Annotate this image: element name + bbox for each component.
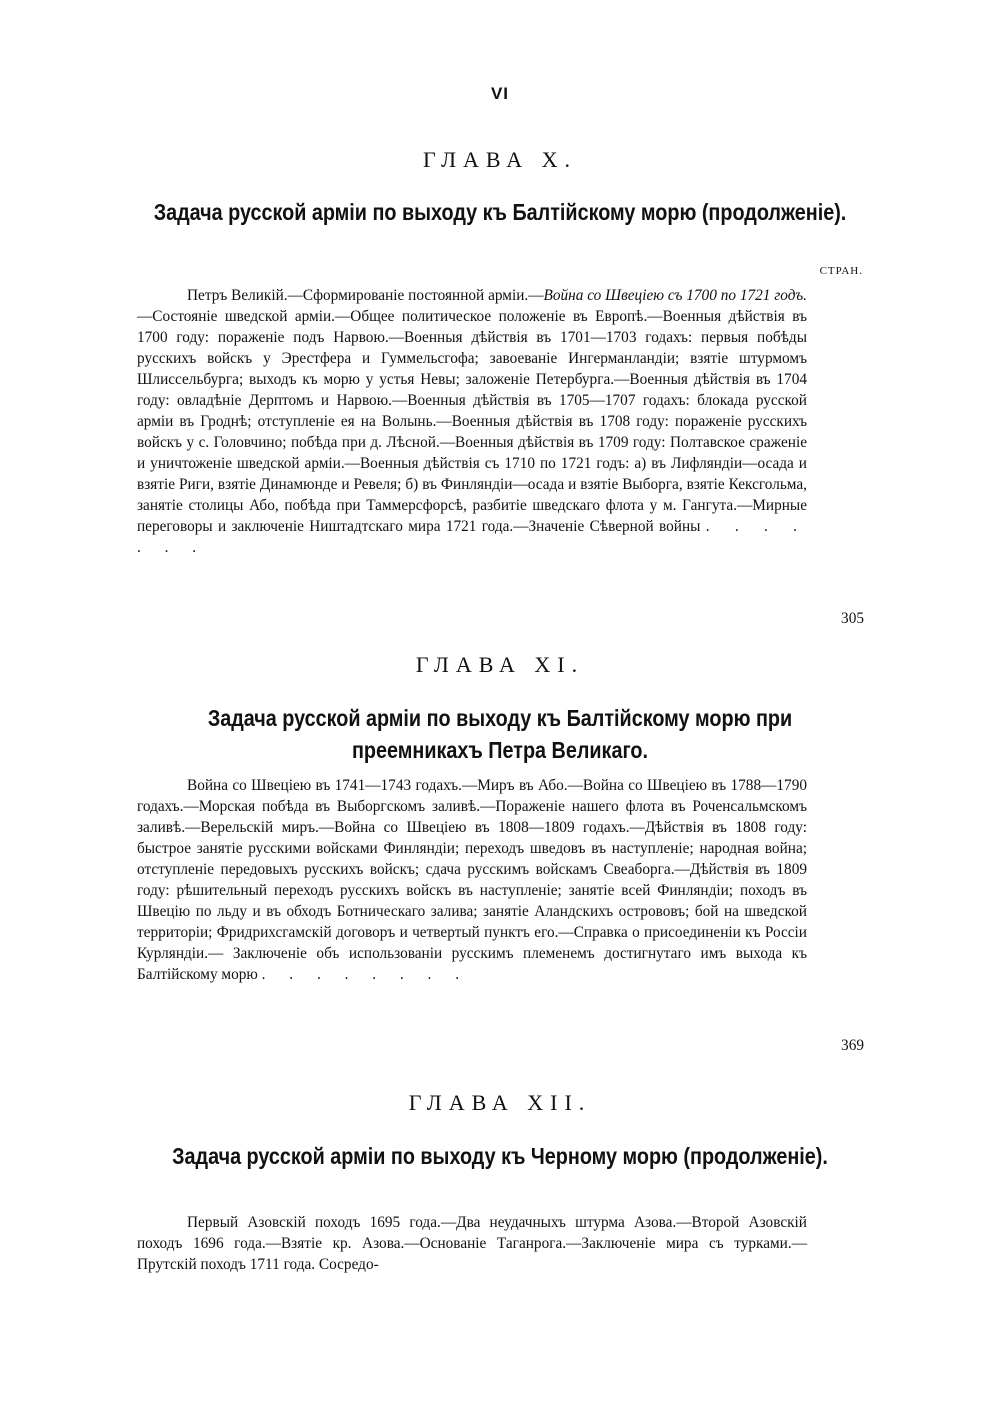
- chapter-label: ГЛАВА XII.: [408, 1090, 592, 1115]
- dot-leader: . . . . . . . .: [261, 966, 470, 983]
- chapter-title: Задача русской арміи по выходу къ Балтійскому морю при преемникахъ Петра Великаго.: [207, 705, 793, 763]
- summary-text: Первый Азовскій походъ 1695 года.—Два неудачныхъ штурма Азова.—Второй Азовскій походъ 1696 года.—Взятіе кр. Азова.—Основаніе Таганрога.—Заключеніе мира съ турками.—Прутскій походъ 1711 года. Сосредо-: [137, 1214, 807, 1273]
- chapter-label: ГЛАВА X.: [423, 147, 577, 172]
- page-number: VI: [490, 84, 510, 103]
- chapter-summary: [137, 285, 807, 558]
- chapter-title: Задача русской арміи по выходу къ Балтійскому морю (продолженіе).: [153, 199, 847, 225]
- page-column-header: СТРАН.: [819, 265, 863, 277]
- summary-text: Петръ Великій.—Сформированіе постоянной арміи.—: [187, 287, 544, 304]
- summary-text: Война со Швеціею въ 1741—1743 годахъ.—Миръ въ Або.—Война со Швеціею въ 1788—1790 годахъ.—Морская побѣда въ Выборгскомъ заливѣ.—Пораженіе нашего флота въ Роченсальмскомъ заливѣ.—Верельскій миръ.—Война со Швеціею въ 1808—1809 годахъ.—Дѣйствія въ 1808 году: быстрое занятіе русскими войсками Финляндіи; переходъ шведовъ въ наступленіе; народная война; отступленіе передовыхъ русскихъ войскъ; сдача русскимъ войскамъ Свеаборга.—Дѣйствія въ 1809 году: рѣшительный переходъ русскихъ войскъ въ наступленіе; занятіе всей Финляндіи; походъ въ Швецію по льду и въ обходъ Ботническаго залива; занятіе Аландскихъ острововъ; бой на шведской территоріи; Фридрихсгамскій договоръ и четвертый пунктъ его.—Справка о присоединеніи къ Россіи Курляндіи.— Заключеніе объ использованіи русскимъ племенемъ достигнутаго имъ выхода къ Балтійскому морю: [137, 777, 807, 983]
- page-reference: 305: [841, 610, 864, 627]
- chapter-title: Задача русской арміи по выходу къ Черному морю (продолженіе).: [172, 1143, 828, 1169]
- chapter-summary: [137, 775, 807, 985]
- chapter-label: ГЛАВА XI.: [415, 652, 585, 677]
- chapter-summary: [137, 1212, 807, 1275]
- summary-italic-text: Война со Швеціею съ 1700 по 1721 годъ.: [543, 287, 807, 304]
- dot-leader: . . . . . . .: [137, 518, 807, 556]
- summary-text: —Состояніе шведской арміи.—Общее политическое положеніе въ Европѣ.—Военныя дѣйствія въ 1700 году: пораженіе подъ Нарвою.—Военныя дѣйствія въ 1701—1703 годахъ: первыя побѣды русскихъ войскъ у Эрестфера и Гуммельсгофа; завоеваніе Ингерманландіи; взятіе штурмомъ Шлиссельбурга; выходъ къ морю у устья Невы; заложеніе Петербурга.—Военныя дѣйствія въ 1704 году: овладѣніе Дерптомъ и Нарвою.—Военныя дѣйствія въ 1705—1707 годахъ: блокада русской арміи въ Гроднѣ; отступленіе ея на Волынь.—Военныя дѣйствія въ 1708 году: пораженіе русскихъ войскъ у с. Головчино; побѣда при д. Лѣсной.—Военныя дѣйствія въ 1709 году: Полтавское сраженіе и уничтоженіе шведской арміи.—Военныя дѣйствія съ 1710 по 1721 годъ: а) въ Лифляндіи—осада и взятіе Риги, взятіе Динамюнде и Ревеля; б) въ Финляндіи—осада и взятіе Выборга, взятіе Кексгольма, занятіе столицы Або, побѣда при Таммерсфорсѣ, разбитіе шведскаго флота у м. Гангута.—Мирные переговоры и заключеніе Ништадтскаго мира 1721 года.—Значеніе Сѣверной войны: [137, 308, 807, 535]
- page-reference: 369: [841, 1037, 864, 1054]
